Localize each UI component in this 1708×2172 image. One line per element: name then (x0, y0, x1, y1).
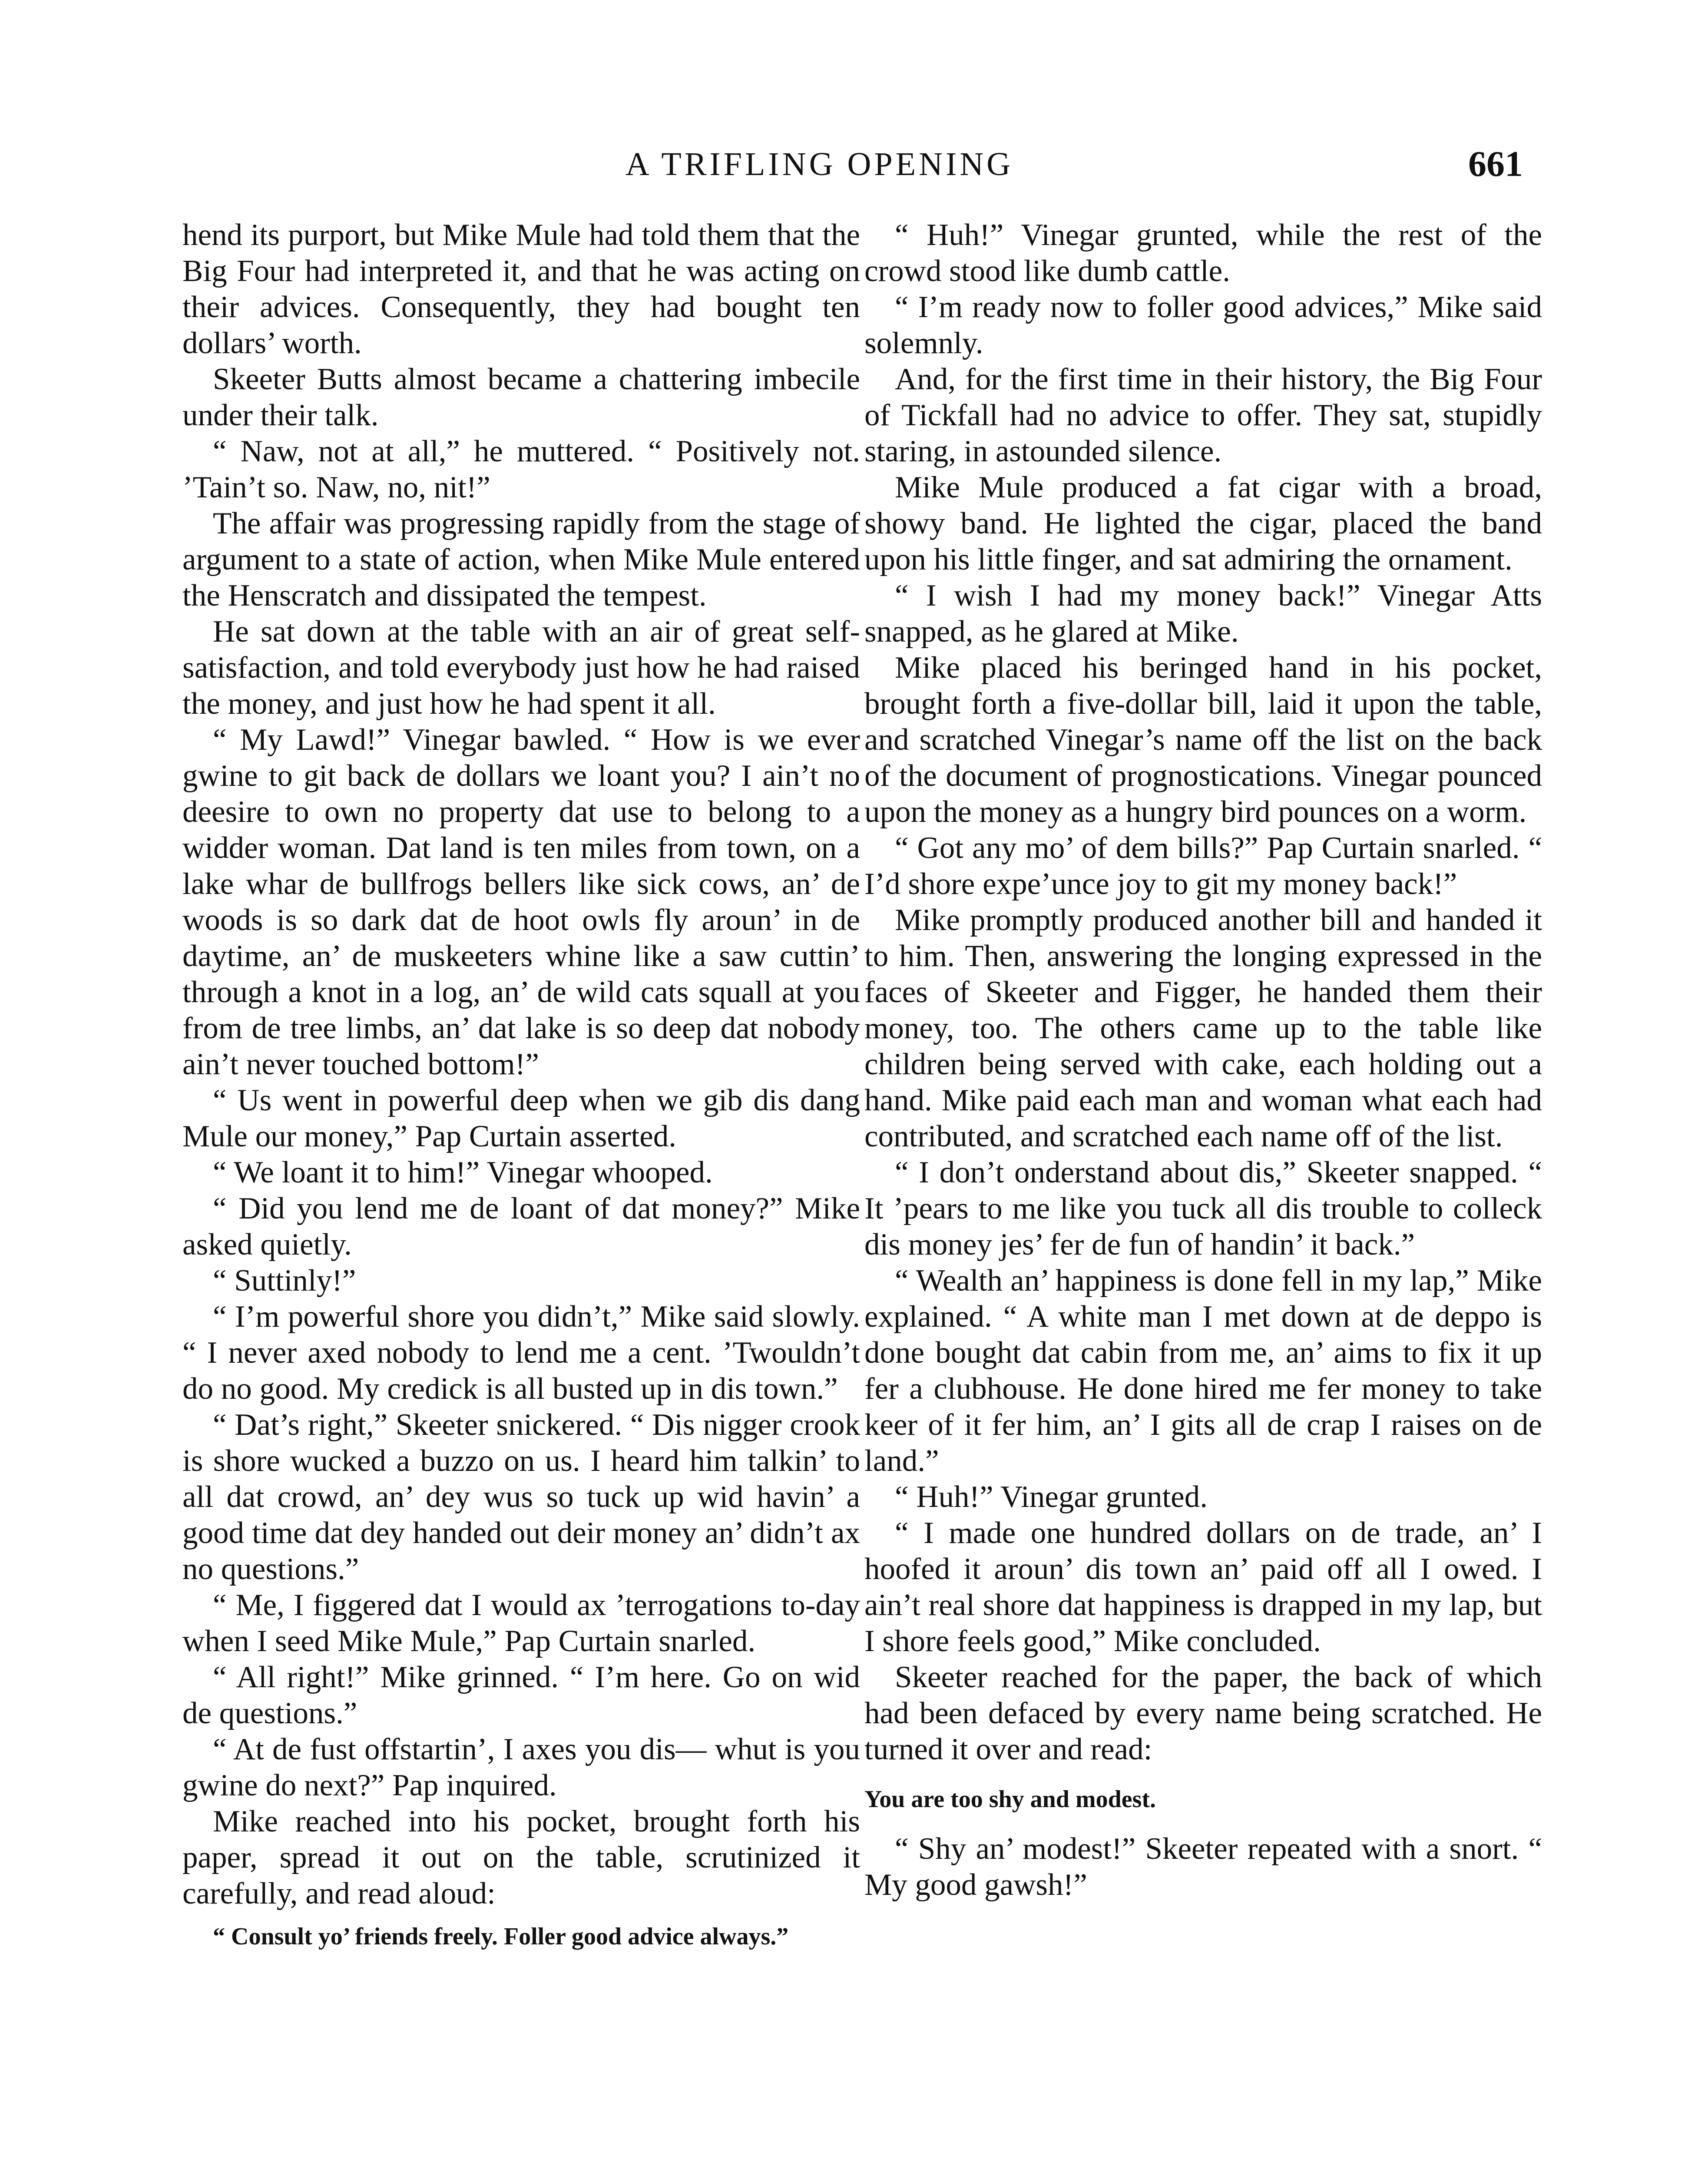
running-title: A TRIFLING OPENING (626, 146, 1014, 182)
paragraph: “ Us went in powerful deep when we gib dis dang Mule our money,” Pap Curtain asserted. (182, 1083, 860, 1153)
paragraph: And, for the first time in their history, the Big Four of Tickfall had no advice to offer. They sat, stupidly staring, in astounded silence. (864, 362, 1542, 468)
paragraph: “ At de fust offstartin’, I axes you dis— whut is you gwine do next?” Pap inquired. (182, 1732, 860, 1802)
paragraph: Mike promptly produced another bill and handed it to him. Then, answering the longing expressed in the faces of Skeeter and Figger, he handed them their money, too. The others came up to the table like children being served with cake, each holding out a hand. Mike paid each man and woman what each had contributed, and scratched each name off of the list. (864, 903, 1542, 1153)
paragraph: “ Me, I figgered dat I would ax ’terrogations to-day when I seed Mike Mule,” Pap Curtain snarled. (182, 1588, 860, 1658)
paragraph: “ We loant it to him!” Vinegar whooped. (213, 1156, 713, 1189)
paragraph: “ Suttinly!” (213, 1264, 356, 1298)
paragraph: “ Huh!” Vinegar grunted, while the rest of the crowd stood like dumb cattle. (864, 218, 1542, 288)
paragraph: “ Wealth an’ happiness is done fell in my lap,” Mike explained. “ A white man I met down at de deppo is done bought dat cabin from me, an’ aims to fix it up fer a clubhouse. He done hired me fer money to take keer of it fer him, an’ I gits all de crap I raises on de land.” (864, 1264, 1542, 1478)
paragraph: “ Dat’s right,” Skeeter snickered. “ Dis nigger crook is shore wucked a buzzo on us. I heard him talkin’ to all dat crowd, an’ dey wus so tuck up wid havin’ a good time dat dey handed out deir money an’ didn’t ax no questions.” (182, 1408, 860, 1586)
paragraph: “ All right!” Mike grinned. “ I’m here. Go on wid de questions.” (182, 1660, 860, 1730)
paragraph: Skeeter reached for the paper, the back of which had been defaced by every name being scratched. He turned it over and read: (864, 1660, 1542, 1766)
paragraph: Mike reached into his pocket, brought forth his paper, spread it out on the table, scrutinized it carefully, and read aloud: (182, 1804, 860, 1910)
paragraph: “ I wish I had my money back!” Vinegar Atts snapped, as he glared at Mike. (864, 579, 1542, 649)
paragraph: “ Huh!” Vinegar grunted. (895, 1480, 1208, 1514)
prognostication-quote: “ Consult yo’ friends freely. Foller good advice always.” (213, 1923, 789, 1950)
paragraph: The affair was progressing rapidly from the stage of argument to a state of action, when Mike Mule entered the Henscratch and dissipated the tempest. (182, 507, 860, 613)
left-column (182, 217, 860, 1951)
paragraph: Mike Mule produced a fat cigar with a broad, showy band. He lighted the cigar, placed the band upon his little finger, and sat admiring the ornament. (864, 470, 1542, 576)
paper-note: You are too shy and modest. (864, 1786, 1156, 1813)
paragraph: “ Got any mo’ of dem bills?” Pap Curtain snarled. “ I’d shore expe’unce joy to git my money back!” (864, 831, 1542, 901)
paragraph: “ My Lawd!” Vinegar bawled. “ How is we ever gwine to git back de dollars we loant you? I ain’t no deesire to own no property dat use to belong to a widder woman. Dat land is ten miles from town, on a lake whar de bullfrogs bellers like sick cows, an’ de woods is so dark dat de hoot owls fly aroun’ in de daytime, an’ de muskeeters whine like a saw cuttin’ through a knot in a log, an’ de wild cats squall at you from de tree limbs, an’ dat lake is so deep dat nobody ain’t never touched bottom!” (182, 723, 860, 1081)
right-column (864, 217, 1542, 1903)
paragraph: “ I made one hundred dollars on de trade, an’ I hoofed it aroun’ dis town an’ paid off all I owed. I ain’t real shore dat happiness is drapped in my lap, but I shore feels good,” Mike concluded. (864, 1516, 1542, 1658)
paragraph: He sat down at the table with an air of great self-satisfaction, and told everybody just how he had raised the money, and just how he had spent it all. (182, 615, 860, 721)
page-number: 661 (1468, 144, 1523, 184)
paragraph: “ I’m ready now to foller good advices,” Mike said solemnly. (864, 290, 1542, 360)
paragraph: “ Did you lend me de loant of dat money?” Mike asked quietly. (182, 1192, 860, 1261)
paragraph: “ I don’t onderstand about dis,” Skeeter snapped. “ It ’pears to me like you tuck all dis trouble to colleck dis money jes’ fer de fun of handin’ it back.” (864, 1156, 1542, 1261)
page-header (0, 138, 1708, 190)
paragraph: “ I’m powerful shore you didn’t,” Mike said slowly. “ I never axed nobody to lend me a cent. ’Twouldn’t do no good. My credick is all busted up in dis town.” (182, 1300, 860, 1406)
paragraph: Mike placed his beringed hand in his pocket, brought forth a five-dollar bill, laid it upon the table, and scratched Vinegar’s name off the list on the back of the document of prognostications. Vinegar pounced upon the money as a hungry bird pounces on a worm. (864, 651, 1542, 829)
paragraph: “ Naw, not at all,” he muttered. “ Positively not. ’Tain’t so. Naw, no, nit!” (182, 434, 860, 504)
paragraph: “ Shy an’ modest!” Skeeter repeated with a snort. “ My good gawsh!” (864, 1832, 1542, 1902)
paragraph: Skeeter Butts almost became a chattering imbecile under their talk. (182, 362, 860, 432)
paragraph: hend its purport, but Mike Mule had told them that the Big Four had interpreted it, and that he was acting on their advices. Consequently, they had bought ten dollars’ worth. (182, 218, 860, 360)
